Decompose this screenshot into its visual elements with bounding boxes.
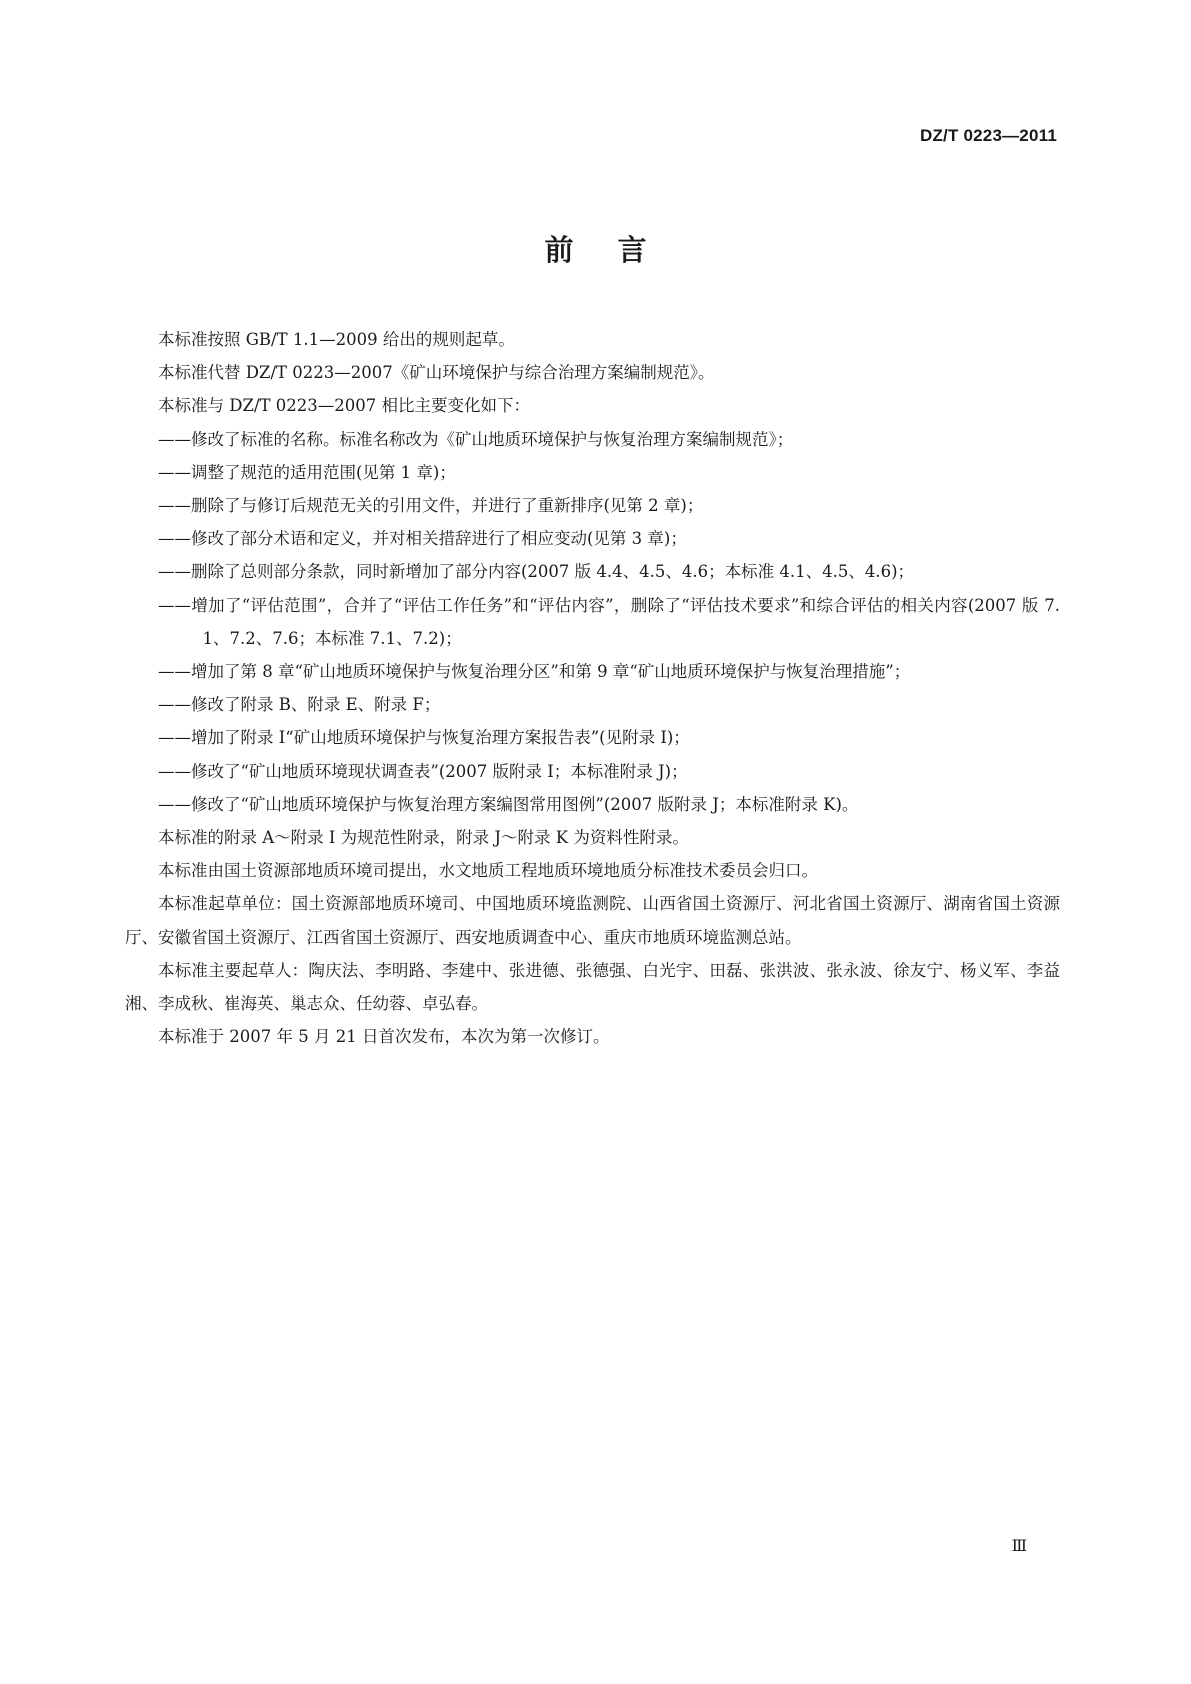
change-item: ——修改了“矿山地质环境保护与恢复治理方案编图常用图例”(2007 版附录 J；本标准附录 K)。 <box>158 794 859 814</box>
paragraph: 本标准于 2007 年 5 月 21 日首次发布，本次为第一次修订。 <box>158 1027 610 1047</box>
paragraph: 本标准起草单位：国土资源部地质环境司、中国地质环境监测院、山西省国土资源厅、河北省国土资源厅、湖南省国土资源厅、安徽省国土资源厅、江西省国土资源厅、西安地质调查中心、重庆市地质环境监测总站。 <box>125 894 1060 947</box>
change-item: ——修改了标准的名称。标准名称改为《矿山地质环境保护与恢复治理方案编制规范》； <box>158 429 794 449</box>
page-title: 前言 <box>544 233 691 267</box>
change-item: ——增加了附录 I“矿山地质环境保护与恢复治理方案报告表”(见附录 I)； <box>158 728 690 748</box>
change-item: ——修改了附录 B、附录 E、附录 F； <box>158 695 441 715</box>
change-item: ——修改了部分术语和定义，并对相关措辞进行了相应变动(见第 3 章)； <box>158 529 687 549</box>
change-item: ——调整了规范的适用范围(见第 1 章)； <box>158 462 456 482</box>
change-item: ——修改了“矿山地质环境现状调查表”(2007 版附录 I；本标准附录 J)； <box>158 761 688 781</box>
paragraph: 本标准主要起草人：陶庆法、李明路、李建中、张进德、张德强、白光宇、田磊、张洪波、张永波、徐友宁、杨义军、李益湘、李成秋、崔海英、巢志众、任幼蓉、卓弘春。 <box>125 960 1060 1014</box>
paragraph: 本标准由国土资源部地质环境司提出，水文地质工程地质环境地质分标准技术委员会归口。 <box>158 861 818 881</box>
paragraph: 本标准的附录 A～附录 I 为规范性附录，附录 J～附录 K 为资料性附录。 <box>158 828 689 848</box>
change-item: ——删除了总则部分条款，同时新增加了部分内容(2007 版 4.4、4.5、4.6；本标准 4.1、4.5、4.6)； <box>158 562 915 582</box>
paragraph: 本标准按照 GB/T 1.1—2009 给出的规则起草。 <box>158 330 515 349</box>
change-item: ——增加了“评估范围”，合并了“评估工作任务”和“评估内容”，删除了“评估技术要求”和综合评估的相关内容(2007 版 7.1、7.2、7.6；本标准 7.1、7.2)； <box>158 595 1060 648</box>
change-item: ——增加了第 8 章“矿山地质环境保护与恢复治理分区”和第 9 章“矿山地质环境保护与恢复治理措施”； <box>158 662 911 682</box>
standard-code: DZ/T 0223—2011 <box>920 126 1057 145</box>
paragraph: 本标准代替 DZ/T 0223—2007《矿山环境保护与综合治理方案编制规范》。 <box>158 363 715 383</box>
change-item: ——删除了与修订后规范无关的引用文件，并进行了重新排序(见第 2 章)； <box>158 496 704 516</box>
paragraph: 本标准与 DZ/T 0223—2007 相比主要变化如下： <box>158 396 530 416</box>
page-number: Ⅲ <box>1011 1536 1027 1555</box>
preface-body <box>125 323 1060 1053</box>
